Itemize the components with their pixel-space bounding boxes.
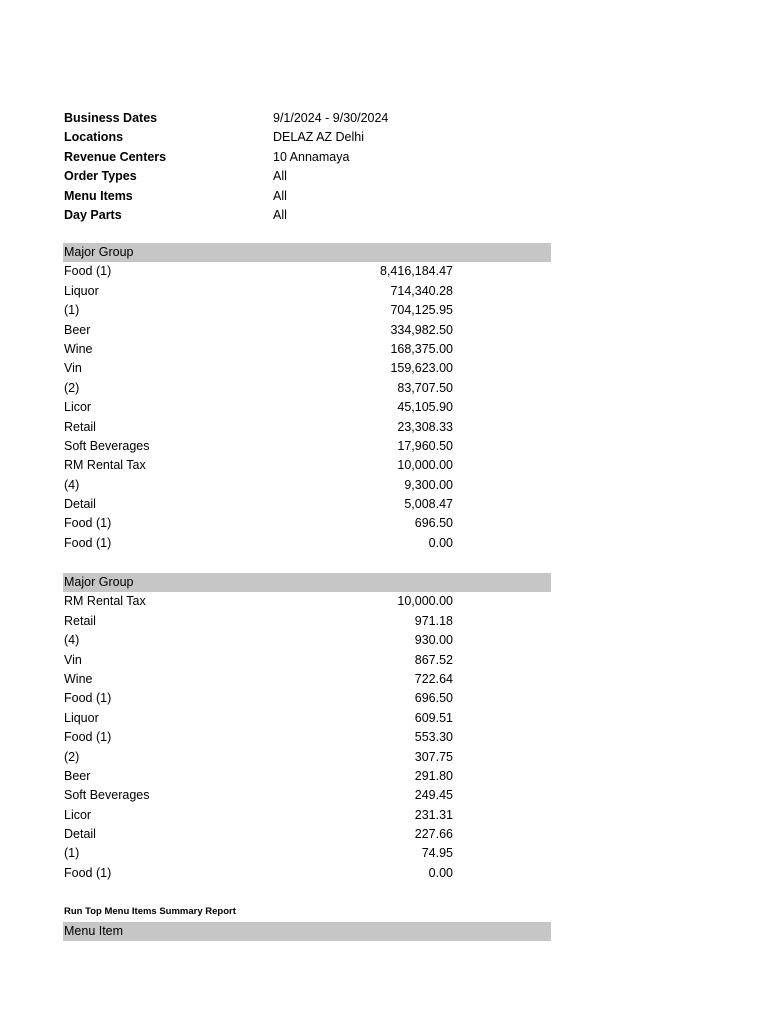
table-row (63, 514, 551, 533)
table-row (63, 418, 551, 437)
row-label: Licor (64, 400, 92, 415)
filter-label: Business Dates (64, 111, 158, 125)
row-value: 10,000.00 (397, 458, 453, 473)
row-label: RM Rental Tax (64, 458, 146, 473)
row-label: Food (1) (64, 865, 112, 880)
row-label: Food (1) (64, 535, 112, 550)
row-value: 45,105.90 (397, 400, 453, 415)
row-label: (1) (64, 303, 80, 318)
row-value: 168,375.00 (390, 341, 453, 356)
table-row (63, 631, 551, 650)
table-row (63, 612, 551, 631)
row-value: 231.31 (414, 807, 453, 822)
table-header: Major Group (63, 243, 551, 262)
row-value: 23,308.33 (397, 419, 453, 434)
filter-label: Locations (64, 130, 124, 145)
row-label: (2) (64, 749, 80, 764)
filter-value: 10 Annamaya (273, 149, 350, 164)
table-row (63, 825, 551, 844)
row-label: RM Rental Tax (64, 594, 146, 609)
row-label: Detail (64, 827, 96, 842)
table-row (63, 437, 551, 456)
filter-row (64, 148, 388, 167)
filter-value: All (273, 188, 287, 203)
report-title: Run Top Menu Items Summary Report (64, 906, 236, 917)
table-row (63, 806, 551, 825)
table-rows (63, 262, 551, 553)
table-header: Menu Item (63, 922, 551, 941)
table-row (63, 689, 551, 708)
major-group-average-table (63, 573, 551, 883)
row-label: (2) (64, 380, 80, 395)
table-row (63, 767, 551, 786)
row-label: Retail (64, 419, 96, 434)
row-label: Food (1) (64, 691, 112, 706)
table-row (63, 651, 551, 670)
row-label: Detail (64, 497, 96, 512)
table-row (63, 301, 551, 320)
filter-label: Revenue Centers (64, 149, 167, 164)
row-value: 159,623.00 (390, 361, 453, 376)
table-row (63, 262, 551, 281)
row-label: Beer (64, 322, 91, 337)
table-row (63, 748, 551, 767)
table-row (63, 864, 551, 883)
filter-value: All (273, 169, 287, 184)
filter-row (64, 167, 388, 186)
row-label: Retail (64, 613, 96, 628)
filter-value: DELAZ AZ Delhi (273, 130, 365, 145)
row-label: Soft Beverages (64, 438, 150, 453)
row-value: 307.75 (414, 749, 453, 764)
table-row (63, 670, 551, 689)
row-value: 249.45 (414, 788, 453, 803)
row-value: 971.18 (414, 613, 453, 628)
table-header: Major Group (63, 573, 551, 592)
table-row (63, 592, 551, 611)
row-value: 83,707.50 (397, 380, 453, 395)
row-value: 9,300.00 (404, 477, 453, 492)
table-row (63, 456, 551, 475)
row-value: 291.80 (414, 768, 453, 783)
row-label: Food (1) (64, 264, 112, 279)
table-row (63, 844, 551, 863)
filter-label: Order Types (64, 169, 137, 184)
filter-label: Day Parts (64, 207, 122, 222)
table-row (63, 495, 551, 514)
table-row (63, 476, 551, 495)
row-value: 334,982.50 (390, 322, 453, 337)
table-rows (63, 592, 551, 883)
row-label: Vin (64, 361, 82, 376)
table-row (63, 282, 551, 301)
filter-value: 9/1/2024 - 9/30/2024 (273, 111, 389, 125)
major-group-sales-table (63, 243, 551, 553)
row-value: 10,000.00 (397, 594, 453, 609)
menu-item-table (63, 922, 551, 941)
filter-row (64, 128, 388, 147)
row-label: Wine (64, 671, 93, 686)
row-value: 17,960.50 (397, 438, 453, 453)
filter-label: Menu Items (64, 188, 133, 203)
filter-row (64, 206, 388, 225)
row-value: 553.30 (414, 730, 453, 745)
row-label: Liquor (64, 710, 99, 725)
row-label: Beer (64, 768, 91, 783)
row-value: 722.64 (414, 671, 453, 686)
table-row (63, 379, 551, 398)
row-value: 930.00 (414, 633, 453, 648)
row-value: 696.50 (414, 691, 453, 706)
table-row (63, 398, 551, 417)
row-value: 867.52 (414, 652, 453, 667)
filter-value: All (273, 207, 287, 222)
row-value: 0.00 (428, 865, 453, 880)
row-value: 8,416,184.47 (380, 264, 453, 279)
report-filters (64, 109, 388, 225)
row-label: (1) (64, 846, 80, 861)
row-label: Food (1) (64, 516, 112, 531)
row-label: (4) (64, 477, 80, 492)
row-label: Liquor (64, 283, 99, 298)
row-value: 0.00 (428, 535, 453, 550)
row-value: 704,125.95 (390, 303, 453, 318)
row-value: 609.51 (414, 710, 453, 725)
table-row (63, 340, 551, 359)
table-row (63, 728, 551, 747)
table-row (63, 786, 551, 805)
table-row (63, 709, 551, 728)
row-value: 696.50 (414, 516, 453, 531)
row-value: 714,340.28 (390, 283, 453, 298)
row-value: 5,008.47 (404, 497, 453, 512)
row-label: (4) (64, 633, 80, 648)
table-row (63, 321, 551, 340)
filter-row (64, 109, 388, 128)
row-value: 227.66 (414, 827, 453, 842)
row-label: Soft Beverages (64, 788, 150, 803)
row-label: Vin (64, 652, 82, 667)
row-label: Licor (64, 807, 92, 822)
row-label: Food (1) (64, 730, 112, 745)
table-row (63, 534, 551, 553)
filter-row (64, 187, 388, 206)
table-row (63, 359, 551, 378)
row-value: 74.95 (421, 846, 453, 861)
row-label: Wine (64, 341, 93, 356)
